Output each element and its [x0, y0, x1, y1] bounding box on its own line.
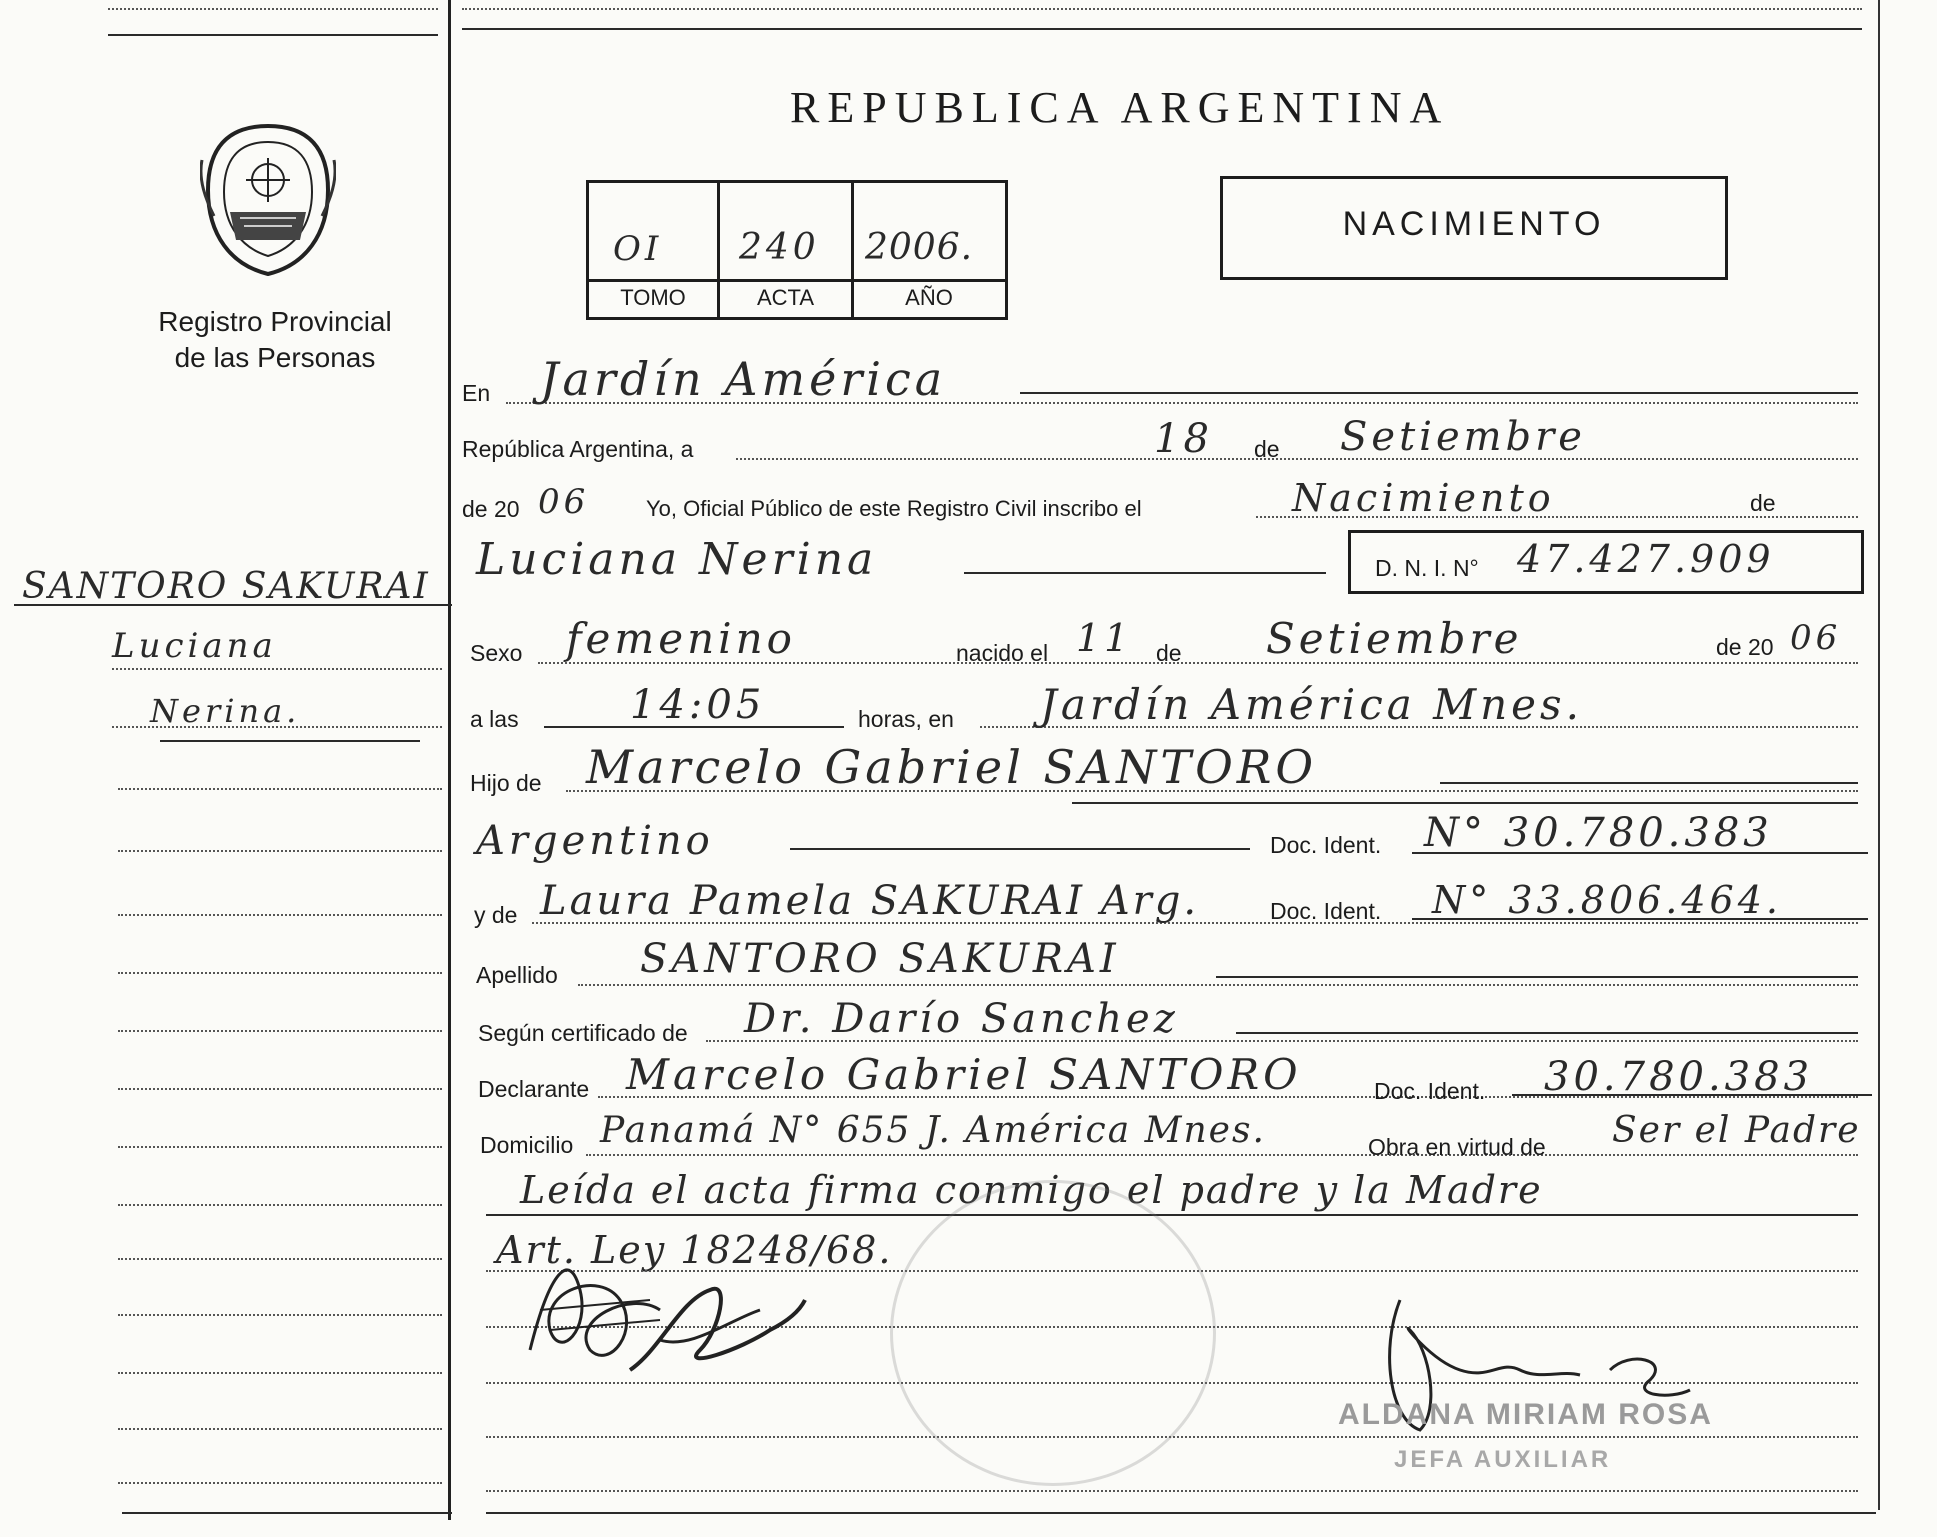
nacido-label: nacido el: [956, 640, 1049, 666]
hijo-rule: [1440, 782, 1858, 784]
domicilio-dots: [586, 1154, 1858, 1156]
bottom-rule-left: [122, 1512, 452, 1514]
day-value: 18: [1154, 416, 1213, 462]
top-dotted-left: [108, 8, 438, 10]
anio-label: AÑO: [905, 285, 953, 310]
year-suffix-value: 06: [538, 482, 590, 522]
bottom-rule-right: [486, 1512, 1876, 1514]
apellido-label: Apellido: [476, 962, 558, 988]
oficial-text: Yo, Oficial Público de este Registro Civil inscribo el: [646, 496, 1142, 521]
de-label-3: de: [1156, 640, 1182, 666]
sexo-label: Sexo: [470, 640, 523, 666]
name-rule: [964, 572, 1326, 574]
hijo-label: Hijo de: [470, 770, 542, 796]
name-value: Luciana Nerina: [476, 534, 878, 585]
nacido-day: 11: [1076, 616, 1133, 660]
declarante-label: Declarante: [478, 1076, 590, 1102]
margin-line-3: [118, 788, 442, 790]
tomo-acta-anio-table: [586, 180, 1008, 320]
act-type-box: [1220, 176, 1728, 280]
apellido-value: SANTORO SAKURAI: [640, 936, 1120, 982]
declarante-value: Marcelo Gabriel SANTORO: [626, 1050, 1302, 1099]
mother-signature: [620, 1260, 810, 1390]
province-seal: [200, 120, 336, 280]
dni-value: 47.427.909: [1517, 537, 1775, 581]
acta-label: ACTA: [756, 285, 815, 310]
official-stamp-title: JEFA AUXILIAR: [1394, 1446, 1612, 1473]
declarante-doc-value: 30.780.383: [1544, 1054, 1814, 1100]
anio-value: 2006.: [865, 227, 974, 268]
en-value: Jardín América: [540, 352, 947, 406]
sig-dots-4: [486, 1490, 1858, 1492]
margin-line-1: [112, 668, 442, 670]
sexo-value: femenino: [566, 614, 796, 663]
right-border: [1878, 0, 1880, 1510]
nac-rule: [790, 848, 1250, 850]
padre-doc-value: N° 30.780.383: [1424, 810, 1773, 856]
apellido-dots: [578, 984, 1858, 986]
certificado-rule: [1236, 1032, 1858, 1034]
madre-doc-rule: [1412, 918, 1868, 920]
tomo-label: TOMO: [620, 285, 686, 310]
margin-line-11: [118, 1258, 442, 1260]
en-label: En: [462, 380, 491, 406]
acta-value: 240: [739, 227, 820, 268]
padre-value: Marcelo Gabriel SANTORO: [586, 740, 1318, 794]
year-prefix-label: de 20: [462, 496, 520, 522]
registry-stamp: [890, 1180, 1216, 1486]
nacido-year: 06: [1790, 618, 1842, 658]
horas-en-label: horas, en: [858, 706, 954, 732]
lugar-value: Jardín América Mnes.: [1040, 680, 1583, 729]
margin-line-8: [118, 1088, 442, 1090]
margin-line-15: [118, 1482, 442, 1484]
padre-doc-rule: [1412, 852, 1868, 854]
apellido-rule: [1216, 976, 1858, 978]
nacido-month: Setiembre: [1266, 614, 1523, 663]
hijo-rule-2: [1072, 802, 1858, 804]
obra-value: Ser el Padre: [1612, 1110, 1861, 1151]
registry-line1: Registro Provincial: [158, 306, 392, 337]
doc-ident-label-1: Doc. Ident.: [1270, 832, 1382, 858]
margin-line-13: [118, 1372, 442, 1374]
doc-ident-label-2: Doc. Ident.: [1270, 898, 1382, 924]
madre-doc-value: N° 33.806.464.: [1432, 878, 1782, 922]
domicilio-label: Domicilio: [480, 1132, 574, 1158]
de-label-2: de: [1750, 490, 1776, 516]
registry-line2: de las Personas: [174, 342, 376, 373]
dni-label: D. N. I. N°: [1375, 555, 1479, 581]
dni-box: [1348, 530, 1864, 594]
margin-surname-rule: [14, 604, 452, 606]
margin-line-10: [118, 1204, 442, 1206]
month-value: Setiembre: [1340, 414, 1586, 460]
certificado-label: Según certificado de: [478, 1020, 688, 1046]
act-type: NACIMIENTO: [1342, 205, 1606, 243]
seal-icon: [200, 120, 336, 280]
hora-value: 14:05: [630, 682, 766, 728]
margin-line-7: [118, 1030, 442, 1032]
madre-value: Laura Pamela SAKURAI Arg.: [540, 878, 1200, 924]
margin-surname: SANTORO SAKURAI: [22, 566, 430, 607]
yde-label: y de: [474, 902, 518, 928]
margin-name2: Nerina.: [150, 692, 301, 730]
margin-underline: [160, 740, 420, 742]
margin-line-2: [112, 726, 442, 728]
en-rule: [1020, 392, 1858, 394]
extra-rule-1: [486, 1214, 1858, 1216]
doc-ident-label-3: Doc. Ident.: [1374, 1078, 1486, 1104]
country-title: REPUBLICA ARGENTINA: [790, 83, 1450, 132]
tomo-value: OI: [613, 229, 663, 269]
obra-label: Obra en virtud de: [1368, 1134, 1546, 1160]
extra-line-1: Leída el acta firma conmigo el padre y la Madre: [520, 1168, 1543, 1212]
margin-line-14: [118, 1428, 442, 1430]
extra-line-2: Art. Ley 18248/68.: [496, 1228, 893, 1272]
republica-dots: [736, 458, 1858, 460]
margin-line-12: [118, 1314, 442, 1316]
top-rule-right: [462, 28, 1862, 30]
domicilio-value: Panamá N° 655 J. América Mnes.: [600, 1110, 1266, 1151]
alas-label: a las: [470, 706, 519, 732]
official-stamp-name: ALDANA MIRIAM ROSA: [1338, 1398, 1713, 1431]
top-dotted-right: [462, 8, 1862, 10]
de-label-1: de: [1254, 436, 1280, 462]
republica-label: República Argentina, a: [462, 436, 694, 462]
inscribo-value: Nacimiento: [1292, 476, 1555, 520]
de20-label: de 20: [1716, 634, 1774, 660]
padre-nac-value: Argentino: [476, 818, 714, 864]
declarante-doc-rule: [1512, 1094, 1872, 1096]
margin-name1: Luciana: [112, 626, 277, 666]
margin-line-6: [118, 972, 442, 974]
margin-line-9: [118, 1146, 442, 1148]
certificado-value: Dr. Darío Sanchez: [744, 996, 1179, 1042]
column-divider: [448, 0, 451, 1520]
top-rule-left: [108, 34, 438, 36]
margin-line-5: [118, 914, 442, 916]
margin-line-4: [118, 850, 442, 852]
